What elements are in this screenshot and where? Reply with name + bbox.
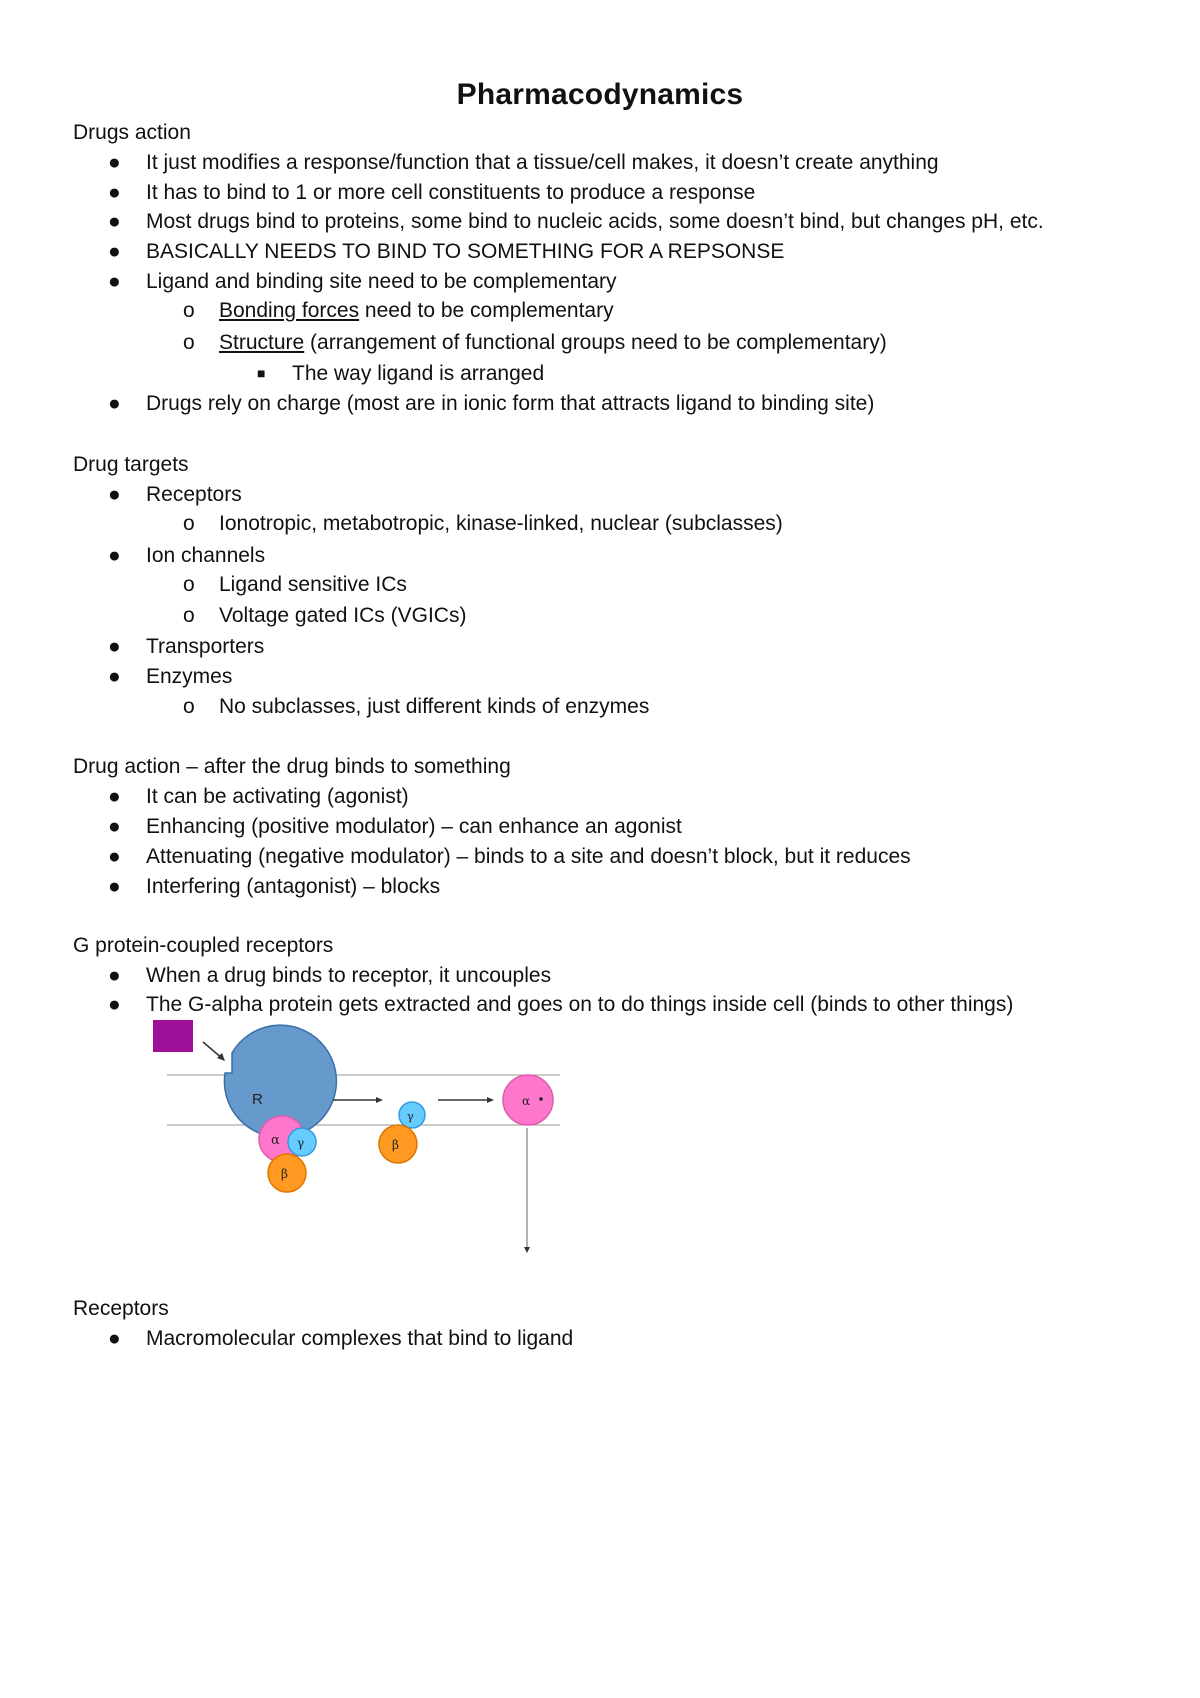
section-heading-drug-targets: Drug targets	[73, 453, 189, 476]
section-heading-gpcr: G protein-coupled receptors	[73, 934, 334, 957]
list-item: Ligand and binding site need to be complementary	[146, 270, 617, 293]
underlined-term: Bonding forces	[219, 299, 360, 322]
list-item: Attenuating (negative modulator) – binds to a site and doesn’t block, but it reduces	[146, 845, 911, 868]
list-item: Transporters	[146, 635, 265, 658]
bullet-icon: ●	[108, 151, 121, 174]
bullet-icon: ●	[108, 544, 121, 567]
bullet-icon: ●	[108, 210, 121, 233]
bullet-icon: ●	[108, 845, 121, 868]
bullet-icon: ●	[108, 875, 121, 898]
g-alpha-label: α	[271, 1133, 280, 1148]
bullet-icon: ●	[108, 1327, 121, 1350]
bullet-icon: ●	[108, 635, 121, 658]
transition-arrow-1-head	[376, 1097, 383, 1103]
list-item-nested	[219, 299, 614, 323]
item-text: (arrangement of functional groups need to be complementary)	[304, 331, 887, 354]
list-item: Enzymes	[146, 665, 233, 688]
list-item-nested: The way ligand is arranged	[292, 362, 545, 385]
gpcr-diagram-svg	[145, 1015, 575, 1265]
list-item: It can be activating (agonist)	[146, 785, 409, 808]
bullet-icon: ●	[108, 964, 121, 987]
downstream-arrow-head	[524, 1247, 530, 1253]
g-beta-label: β	[281, 1167, 288, 1181]
hollow-bullet-icon: o	[183, 573, 195, 596]
section-heading-drug-action-after: Drug action – after the drug binds to something	[73, 755, 511, 778]
list-item: When a drug binds to receptor, it uncouples	[146, 964, 552, 987]
list-item: BASICALLY NEEDS TO BIND TO SOMETHING FOR A REPSONSE	[146, 240, 785, 263]
list-item: Ion channels	[146, 544, 266, 567]
receptor-label: R	[252, 1091, 263, 1108]
list-item-nested: Ligand sensitive ICs	[219, 573, 407, 596]
underlined-term: Structure	[219, 331, 305, 354]
list-item: Drugs rely on charge (most are in ionic form that attracts ligand to binding site)	[146, 392, 875, 415]
gpcr-diagram	[145, 1015, 575, 1265]
free-g-alpha-label: α	[522, 1094, 531, 1108]
hollow-bullet-icon: o	[183, 512, 195, 535]
square-bullet-icon: ■	[257, 365, 266, 381]
bullet-icon: ●	[108, 815, 121, 838]
list-item: It just modifies a response/function that a tissue/cell makes, it doesn’t create anything	[146, 151, 939, 174]
bullet-icon: ●	[108, 392, 121, 415]
bullet-icon: ●	[108, 270, 121, 293]
section-heading-receptors: Receptors	[73, 1297, 169, 1320]
list-item: Enhancing (positive modulator) – can enhance an agonist	[146, 815, 682, 838]
bound-gdp-dot	[539, 1097, 543, 1101]
g-gamma-label: γ	[297, 1136, 305, 1150]
hollow-bullet-icon: o	[183, 331, 195, 354]
list-item-nested: No subclasses, just different kinds of enzymes	[219, 695, 650, 718]
list-item-nested: Ionotropic, metabotropic, kinase-linked, nuclear (subclasses)	[219, 512, 783, 535]
bullet-icon: ●	[108, 993, 121, 1016]
free-g-gamma-label: γ	[407, 1110, 414, 1123]
list-item-nested: Voltage gated ICs (VGICs)	[219, 604, 467, 627]
transition-arrow-2-head	[487, 1097, 494, 1103]
list-item: Macromolecular complexes that bind to ligand	[146, 1327, 574, 1350]
hollow-bullet-icon: o	[183, 299, 195, 322]
page-title: Pharmacodynamics	[456, 78, 744, 111]
list-item: The G-alpha protein gets extracted and goes on to do things inside cell (binds to other things)	[146, 993, 1014, 1016]
ligand-shape	[153, 1020, 193, 1052]
free-g-beta-label: β	[392, 1138, 399, 1152]
list-item: It has to bind to 1 or more cell constituents to produce a response	[146, 181, 756, 204]
list-item-nested	[219, 331, 887, 355]
list-item: Receptors	[146, 483, 242, 506]
list-item: Interfering (antagonist) – blocks	[146, 875, 441, 898]
bullet-icon: ●	[108, 240, 121, 263]
bullet-icon: ●	[108, 665, 121, 688]
bullet-icon: ●	[108, 483, 121, 506]
section-heading-drugs-action: Drugs action	[73, 121, 191, 144]
list-item: Most drugs bind to proteins, some bind to nucleic acids, some doesn’t bind, but changes pH, etc.	[146, 210, 1044, 233]
hollow-bullet-icon: o	[183, 695, 195, 718]
item-text: need to be complementary	[359, 299, 614, 322]
bullet-icon: ●	[108, 785, 121, 808]
hollow-bullet-icon: o	[183, 604, 195, 627]
bullet-icon: ●	[108, 181, 121, 204]
